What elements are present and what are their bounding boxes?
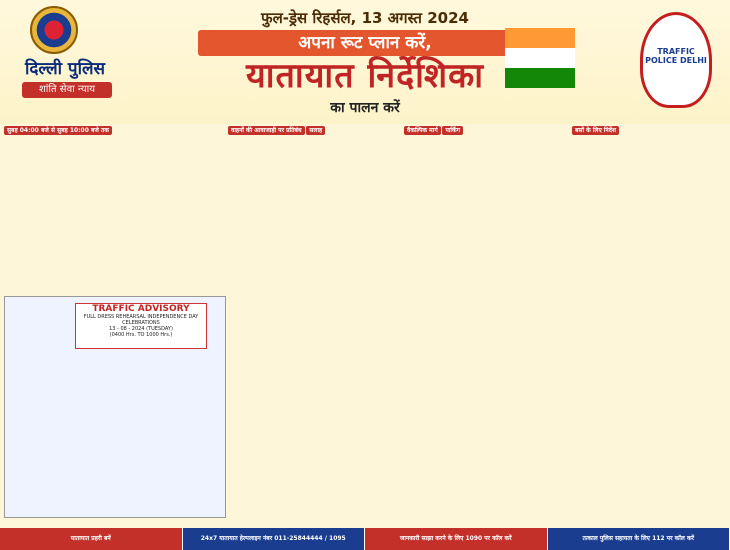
footer-item: 24x7 यातायात हेल्पलाइन नंबर 011-25844444 / 1095 (183, 528, 366, 550)
rehearsal-line: फुल-ड्रेस रिहर्सल, 13 अगस्त 2024 (261, 9, 469, 27)
footer-item: यातायात प्रहरी बनें (0, 528, 183, 550)
section-heading: वाहनों की आवाजाही पर प्रतिबंध (228, 126, 305, 135)
section-heading: पार्किंग (442, 126, 463, 135)
column-3 (404, 124, 566, 524)
section-heading: सलाह (306, 126, 325, 135)
map-date: 13 - 08 - 2024 (TUESDAY) (109, 326, 173, 332)
section-heading: वैकल्पिक मार्ग (404, 126, 441, 135)
police-name: दिल्ली पुलिस (24, 59, 106, 79)
footer-item: तत्काल पुलिस सहायता के लिए 112 पर कॉल करें (548, 528, 730, 550)
map-time: (0400 Hrs. TO 1000 Hrs.) (109, 332, 173, 338)
main-title: यातायात निर्देशिका (245, 56, 485, 96)
column-4 (572, 124, 726, 524)
footer-bar (0, 528, 730, 550)
badge-text: TRAFFIC POLICE DELHI (645, 47, 707, 65)
route-map (4, 296, 226, 518)
sub-title: का पालन करें (330, 100, 400, 116)
advisory-body (0, 124, 730, 524)
map-title: TRAFFIC ADVISORY (92, 304, 190, 314)
traffic-police-badge-icon (640, 12, 712, 108)
footer-item: जानकारी साझा करने के लिए 1090 पर कॉल करें (365, 528, 548, 550)
plan-route-line: अपना रूट प्लान करें, (198, 30, 532, 56)
column-2 (228, 124, 398, 524)
india-flag-icon (505, 28, 575, 90)
map-subtitle: FULL DRESS REHEARSAL INDEPENDENCE DAY CELEBRATIONS (83, 314, 199, 326)
delhi-police-emblem-icon (30, 6, 78, 54)
poster-header (0, 0, 730, 124)
section-heading: सुबह 04:00 बजे से सुबह 10:00 बजे तक (4, 126, 112, 135)
police-motto: शांति सेवा न्याय (22, 82, 112, 98)
section-heading: बसों के लिए निर्देश (572, 126, 619, 135)
map-title-box (75, 303, 207, 349)
